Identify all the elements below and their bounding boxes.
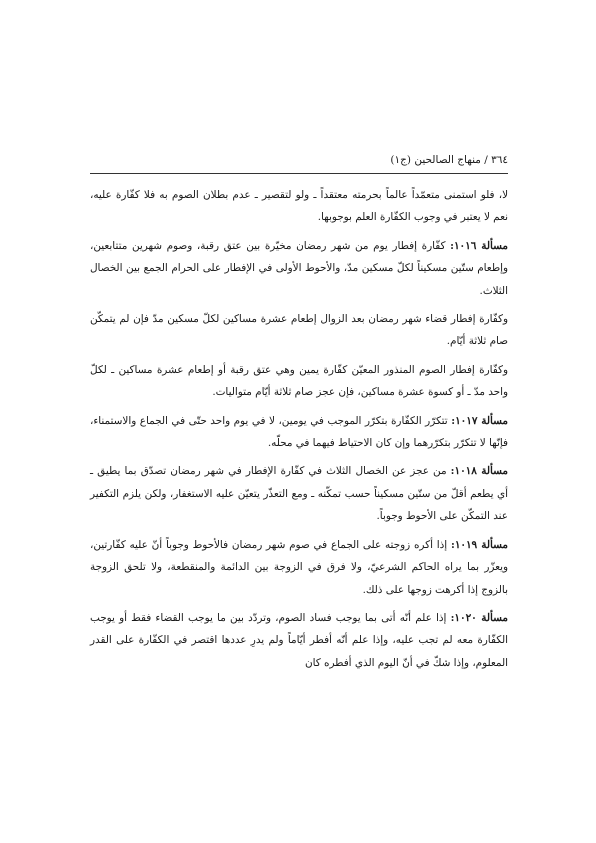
paragraph-qada-expiation — [90, 308, 508, 353]
paragraph-issue-1017 — [90, 410, 508, 455]
issue-label: مسألة ١٠٢٠: — [450, 611, 508, 624]
paragraph-issue-1016 — [90, 235, 508, 302]
issue-label: مسألة ١٠١٦: — [450, 239, 508, 252]
header-rule — [90, 173, 508, 174]
paragraph-issue-1019 — [90, 534, 508, 601]
document-page — [90, 150, 508, 676]
body-text — [90, 184, 508, 674]
paragraph-text: وكفّارة إفطار الصوم المنذور المعيّن كفّارة يمين وهي عتق رقبة أو إطعام عشرة مساكين ـ لكلّ واحد مدّ ـ أو كسوة عشرة مساكين، فإن عجز صام ثلاثة أيّام متواليات. — [90, 363, 508, 399]
paragraph-text: لا، فلو استمنى متعمّداً عالماً بحرمته معتقداً ـ ولو لتقصير ـ عدم بطلان الصوم به فلا كفّارة عليه، نعم لا يعتبر في وجوب الكفّارة العلم بوجوبها. — [90, 189, 508, 224]
paragraph-text: إذا أكره زوجته على الجماع في صوم شهر رمضان فالأحوط وجوباً أنّ عليه كفّارتين، ويعزّر بما يراه الحاكم الشرعيّ، ولا فرق في الزوجة بين الدائمة والمنقطعة، ولا تلحق الزوجة بالزوج إذا أكرهت زوجها على ذلك. — [90, 538, 508, 596]
paragraph-text: كفّارة إفطار يوم من شهر رمضان مخيّرة بين عتق رقبة، وصوم شهرين متتابعين، وإطعام ستّين مسكيناً لكلّ مسكين مدّ، والأحوط الأولى في الإفطار على الحرام الجمع بين الخصال الثلاث. — [90, 239, 508, 297]
paragraph-issue-1018 — [90, 460, 508, 527]
issue-label: مسألة ١٠١٧: — [451, 414, 508, 427]
paragraph-text: وكفّارة إفطار قضاء شهر رمضان بعد الزوال إطعام عشرة مساكين لكلّ مسكين مدّ فإن لم يتمكّن صام ثلاثة أيّام. — [90, 313, 508, 348]
paragraph-continuation — [90, 184, 508, 229]
issue-label: مسألة ١٠١٨: — [450, 465, 508, 478]
running-title: ٣٦٤ / منهاج الصالحين (ج١) — [390, 154, 508, 166]
paragraph-vow-expiation — [90, 359, 508, 404]
running-header — [90, 150, 508, 170]
issue-label: مسألة ١٠١٩: — [450, 538, 508, 551]
paragraph-issue-1020 — [90, 607, 508, 674]
paragraph-text: تتكرّر الكفّارة بتكرّر الموجب في يومين، لا في يوم واحد حتّى في الجماع والاستمناء، فإنّها لا تتكرّر بتكرّرهما وإن كان الاحتياط فيهما في محلّه. — [90, 414, 508, 450]
paragraph-text: إذا علم أنّه أتى بما يوجب فساد الصوم، وتردّد بين ما يوجب القضاء فقط أو يوجب الكفّارة معه لم تجب عليه، وإذا علم أنّه أفطر أيّاماً ولم يدرِ عددها اقتصر في الكفّارة على القدر المعلوم، وإذا شكّ في أنّ اليوم الذي أفطره كان — [90, 611, 508, 669]
paragraph-text: من عجز عن الخصال الثلاث في كفّارة الإفطار في شهر رمضان تصدّق بما يطيق ـ أي يطعم أقلّ من ستّين مسكيناً حسب تمكّنه ـ ومع التعذّر يتعيّن عليه الاستغفار، ولكن يلزم التكفير عند التمكّن على الأحوط وجوباً. — [90, 465, 508, 523]
